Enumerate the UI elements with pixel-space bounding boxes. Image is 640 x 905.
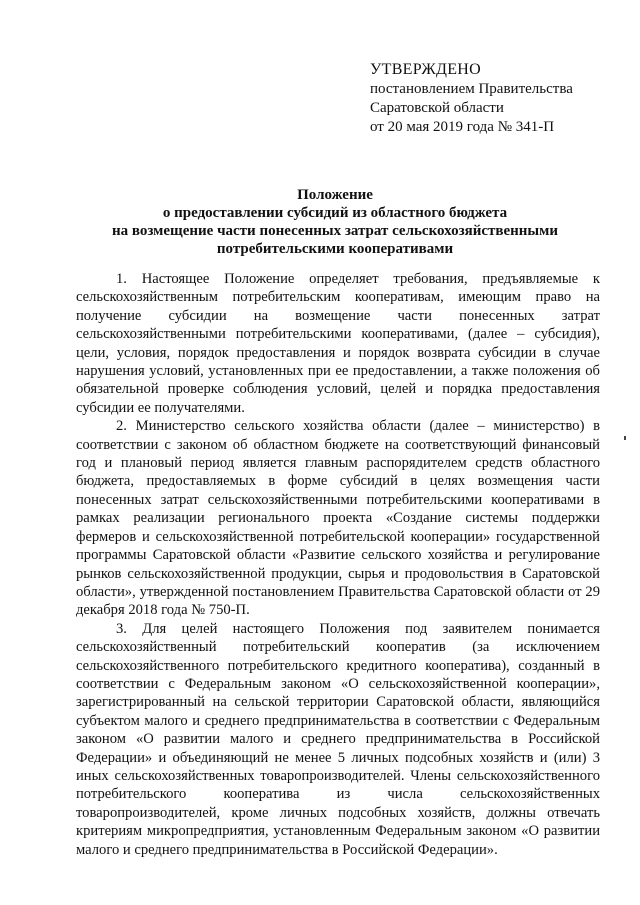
scan-speck <box>624 436 626 440</box>
approval-line-2: Саратовской области <box>370 100 504 116</box>
title-line-3: на возмещение части понесенных затрат сельскохозяйственными <box>111 223 559 239</box>
approval-stamp <box>370 60 620 137</box>
title-line-2: о предоставлении субсидий из областного бюджета <box>162 205 508 221</box>
paragraph-2: 2. Министерство сельского хозяйства области (далее – министерство) в соответствии с законом об областном бюджете на соответствующий финансовый год и плановый период является главным распорядителем средств областного бюджета, предоставляемых в форме субсидий в целях возмещения части понесенных затрат сельскохозяйственными потребительскими кооперативами в рамках реализации регионального проекта «Создание системы поддержки фермеров и сельскохозяйственной потребительской кооперации» государственной программы Саратовской области «Развитие сельского хозяйства и регулирование рынков сельскохозяйственной продукции, сырья и продовольствия в Саратовской области», утвержденной постановлением Правительства Саратовской области от 29 декабря 2018 года № 750-П. <box>76 418 600 619</box>
approval-line-1: постановлением Правительства <box>370 81 573 97</box>
title-line-1: Положение <box>297 187 373 203</box>
document-body <box>76 270 600 859</box>
approval-title: УТВЕРЖДЕНО <box>370 61 482 78</box>
title-line-4: потребительскими кооперативами <box>216 241 454 257</box>
approval-line-3: от 20 мая 2019 года № 341-П <box>370 119 555 135</box>
paragraph-3: 3. Для целей настоящего Положения под заявителем понимается сельскохозяйственный потребительский кооператив (за исключением сельскохозяйственного потребительского кредитного кооператива), созданный в соответствии с Федеральным законом «О сельскохозяйственной кооперации», зарегистрированный на сельской территории Саратовской области, являющийся субъектом малого и среднего предпринимательства в соответствии с Федеральным законом «О развитии малого и среднего предпринимательства в Российской Федерации» и объединяющий не менее 5 личных подсобных хозяйств и (или) 3 иных сельскохозяйственных товаропроизводителей. Члены сельскохозяйственного потребительского кооператива из числа сельскохозяйственных товаропроизводителей, кроме личных подсобных хозяйств, должны отвечать критериям микропредприятия, установленным Федеральным законом «О развитии малого и среднего предпринимательства в Российской Федерации». <box>76 620 600 858</box>
paragraph-1: 1. Настоящее Положение определяет требования, предъявляемые к сельскохозяйственным потребительским кооперативам, имеющим право на получение субсидии на возмещение части понесенных затрат сельскохозяйственными потребительскими кооперативами, (далее – субсидия), цели, условия, порядок предоставления и порядок возврата субсидии в случае нарушения условий, установленных при ее предоставлении, а также положения об обязательной проверке соблюдения условий, целей и порядка предоставления субсидии ее получателями. <box>76 271 600 416</box>
document-title <box>70 186 600 258</box>
